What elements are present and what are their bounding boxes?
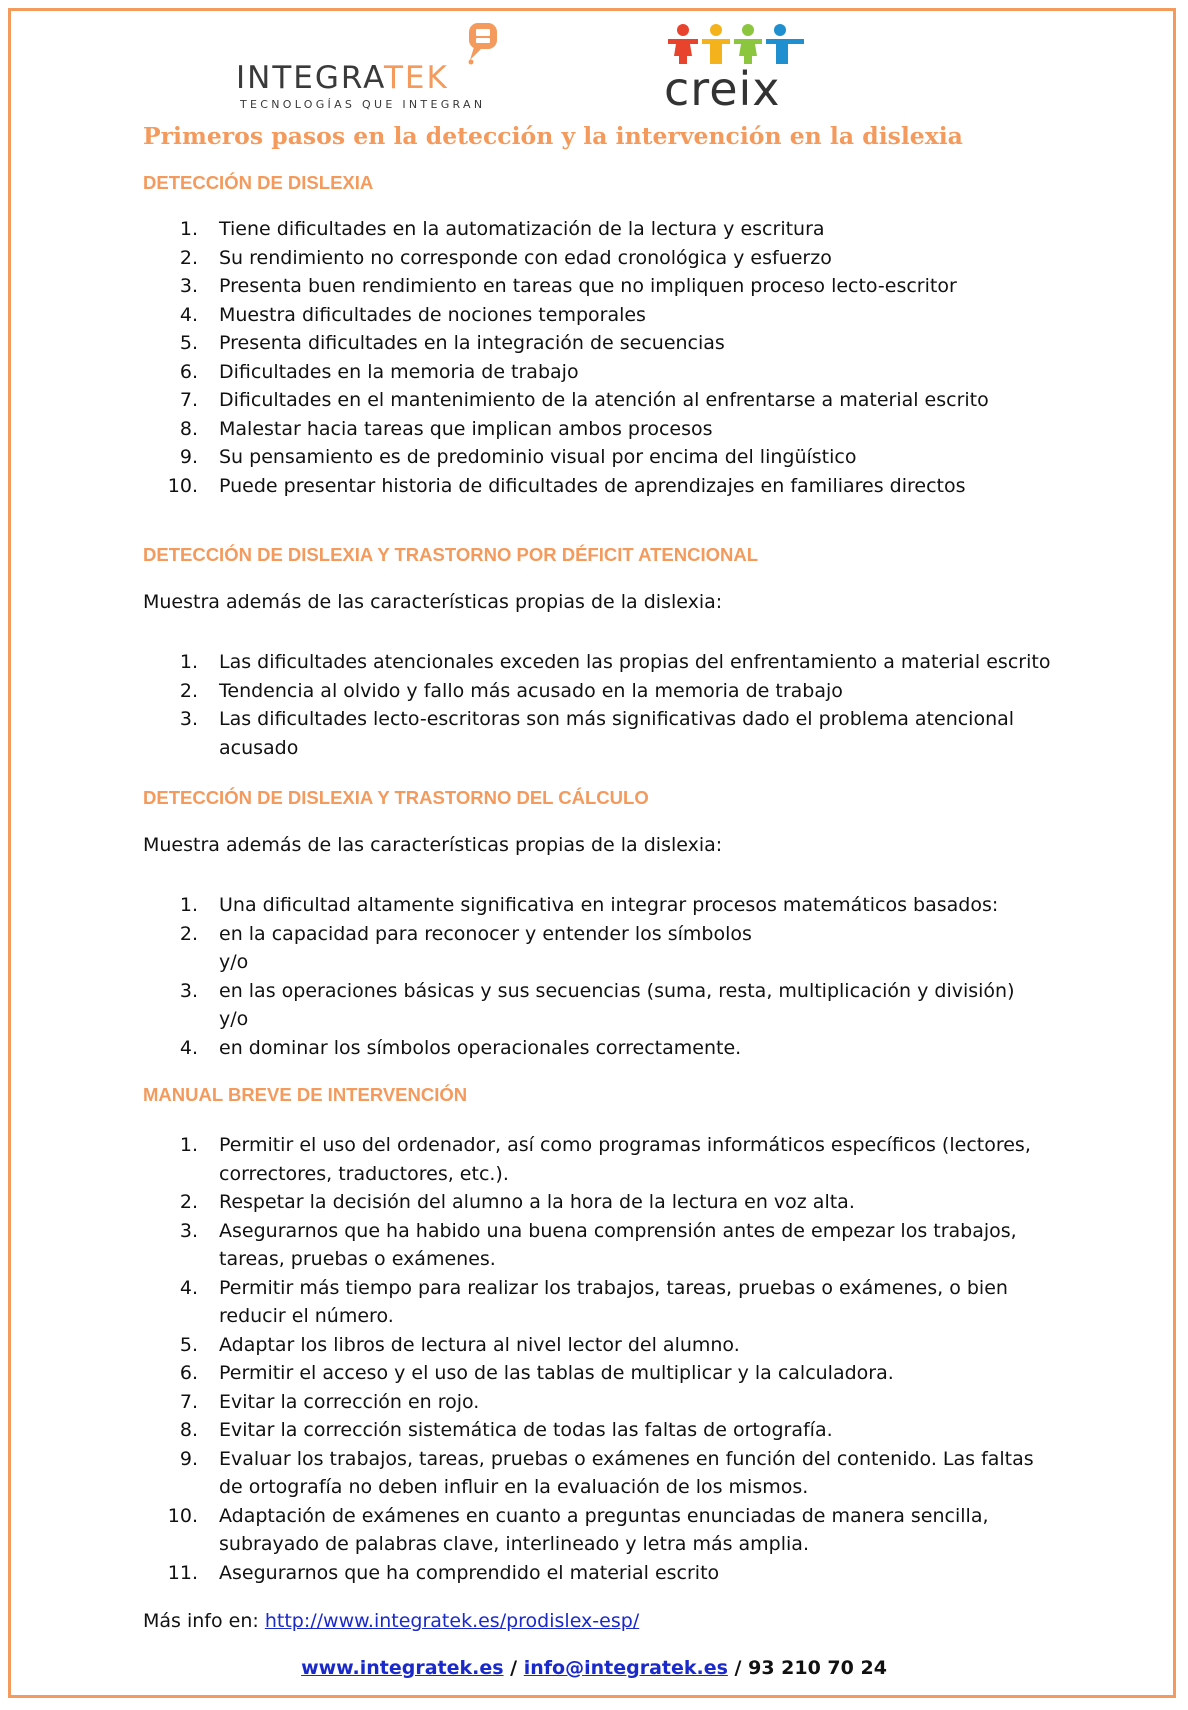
list-item [0,1416,1059,1445]
list-item-number: 6. [179,1362,198,1384]
list-item [0,705,1059,762]
list-item-text: Evitar la corrección sistemática de todas las faltas de ortografía. [219,1419,833,1441]
list-item-number: 1. [179,651,198,673]
list-item [0,1502,1059,1559]
list-item [0,358,1059,387]
section-heading-deficit-atencional: DETECCIÓN DE DISLEXIA Y TRASTORNO POR DÉFICIT ATENCIONAL [143,544,758,565]
list-item-number: 3. [179,708,198,730]
list-item-text: en las operaciones básicas y sus secuencias (suma, resta, multiplicación y división) [219,979,1015,1002]
list-item-text: subrayado de palabras clave, interlineado y letra más amplia. [219,1533,809,1555]
list-item [0,891,1059,920]
more-info-line [143,1610,639,1632]
list-item-text: Permitir más tiempo para realizar los trabajos, tareas, pruebas o exámenes, o bien [219,1276,1008,1299]
list-item-text: Presenta buen rendimiento en tareas que no impliquen proceso lecto-escritor [219,275,957,297]
list-item-text: Respetar la decisión del alumno a la hora de la lectura en voz alta. [219,1191,855,1213]
section-heading-manual-intervencion: MANUAL BREVE DE INTERVENCIÓN [143,1084,468,1105]
list-item-text: en dominar los símbolos operacionales correctamente. [219,1036,742,1059]
list-item [0,1445,1059,1502]
more-info-label: Más info en: [143,1610,265,1632]
list-item-number: 1. [179,894,198,916]
list-item-text: Permitir el uso del ordenador, así como programas informáticos específicos (lectores, [219,1134,1031,1156]
list-item-number: 3. [179,275,198,297]
website-link[interactable]: www.integratek.es [301,1657,504,1679]
list-item [0,1131,1059,1188]
list-item-number: 5. [179,332,198,354]
section-heading-trastorno-calculo: DETECCIÓN DE DISLEXIA Y TRASTORNO DEL CÁLCULO [143,787,649,808]
list-item-text: Malestar hacia tareas que implican ambos procesos [219,417,713,440]
prodislex-link[interactable]: http://www.integratek.es/prodislex-esp/ [264,1610,640,1632]
calculation-disorder-list [0,891,1059,1062]
list-item-number: 8. [179,417,198,440]
list-item [0,1034,1059,1063]
list-item-number: 7. [179,389,198,411]
list-item [0,386,1059,415]
list-item [0,244,1059,273]
list-item-text: Su rendimiento no corresponde con edad cronológica y esfuerzo [219,246,832,269]
list-item-text: Las dificultades atencionales exceden las propias del enfrentamiento a material escrito [219,651,1051,673]
list-item-text: Permitir el acceso y el uso de las tablas de multiplicar y la calculadora. [219,1362,894,1384]
footer-separator: / [727,1657,749,1679]
list-item-text: Su pensamiento es de predominio visual por encima del lingüístico [219,446,857,468]
list-item [0,677,1059,706]
list-item-text: Las dificultades lecto-escritoras son más significativas dado el problema atencional [219,708,1015,730]
list-item-number: 7. [179,1390,198,1413]
list-item-number: 10. [167,1504,198,1527]
list-item [0,648,1059,677]
document-title: Primeros pasos en la detección y la intervención en la dislexia [143,122,963,150]
list-item-text: correctores, traductores, etc.). [219,1162,509,1185]
list-item [0,977,1059,1034]
list-item-number: 3. [179,979,198,1002]
list-item-text: tareas, pruebas o exámenes. [219,1248,496,1270]
attention-deficit-list [0,648,1059,762]
list-item [0,1559,1059,1588]
list-item-number: 2. [179,922,198,945]
list-item-number: 11. [167,1561,198,1584]
list-item-number: 8. [179,1419,198,1441]
list-item-number: 4. [179,1276,198,1299]
list-item-number: 9. [179,446,198,468]
integratek-wordmark [236,60,449,96]
list-item-number: 6. [179,360,198,383]
list-item-text: Evitar la corrección en rojo. [219,1390,480,1413]
intervention-manual-list [0,1131,1059,1587]
integratek-logo [236,18,516,114]
footer-separator: / [503,1657,524,1679]
list-item [0,1274,1059,1331]
list-item-text: Adaptar los libros de lectura al nivel lector del alumno. [219,1333,740,1356]
list-item-number: 5. [179,1333,198,1356]
list-item-text: acusado [219,736,299,759]
section-heading-deteccion-dislexia: DETECCIÓN DE DISLEXIA [143,172,374,193]
list-item-text: reducir el número. [219,1305,394,1327]
list-item-text: en la capacidad para reconocer y entender los símbolos [219,922,752,945]
list-item-text: Una dificultad altamente significativa en integrar procesos matemáticos basados: [219,894,999,916]
integratek-tagline: TECNOLOGÍAS QUE INTEGRAN [240,98,486,111]
list-item-text: y/o [219,951,249,973]
list-item-text: Asegurarnos que ha comprendido el material escrito [219,1561,720,1584]
list-item-number: 2. [179,679,198,702]
section-intro-deficit-atencional: Muestra además de las características propias de la dislexia: [143,591,723,613]
list-item-number: 10. [167,474,198,497]
list-item [0,472,1059,501]
detection-dyslexia-list [0,215,1059,500]
list-item-text: Adaptación de exámenes en cuanto a preguntas enunciadas de manera sencilla, [219,1504,989,1527]
list-item-number: 2. [179,1191,198,1213]
integratek-word-accent: TEK [383,60,449,96]
integratek-word-main: INTEGRA [236,60,384,96]
list-item-text: Asegurarnos que ha habido una buena comprensión antes de empezar los trabajos, [219,1219,1017,1242]
list-item [0,301,1059,330]
list-item-number: 4. [179,1036,198,1059]
list-item-text: Evaluar los trabajos, tareas, pruebas o exámenes en función del contenido. Las faltas [219,1447,1034,1470]
list-item-number: 1. [179,218,198,240]
list-item-text: Tiene dificultades en la automatización de la lectura y escritura [219,218,825,240]
email-link[interactable]: info@integratek.es [523,1657,728,1679]
list-item [0,329,1059,358]
list-item [0,443,1059,472]
phone-number: 93 210 70 24 [748,1657,887,1679]
list-item-text: Dificultades en la memoria de trabajo [219,360,579,383]
list-item-text: de ortografía no deben influir en la evaluación de los mismos. [219,1476,809,1498]
list-item-number: 1. [179,1134,198,1156]
speech-bubble-icon [466,20,500,66]
list-item [0,1217,1059,1274]
list-item [0,215,1059,244]
creix-logo [660,22,810,116]
list-item-text: Tendencia al olvido y fallo más acusado en la memoria de trabajo [219,679,843,702]
contact-footer [0,1657,1188,1679]
list-item [0,920,1059,977]
list-item-number: 3. [179,1219,198,1242]
list-item-text: Puede presentar historia de dificultades de aprendizajes en familiares directos [219,474,966,497]
section-intro-trastorno-calculo: Muestra además de las características propias de la dislexia: [143,834,723,856]
list-item-text: y/o [219,1008,249,1030]
list-item [0,1331,1059,1360]
list-item [0,272,1059,301]
list-item [0,415,1059,444]
list-item-text: Dificultades en el mantenimiento de la atención al enfrentarse a material escrito [219,389,989,411]
list-item-number: 2. [179,246,198,269]
list-item [0,1388,1059,1417]
list-item [0,1188,1059,1217]
list-item-number: 9. [179,1447,198,1470]
list-item-text: Muestra dificultades de nociones temporales [219,303,646,326]
list-item-number: 4. [179,303,198,326]
children-figures-icon [660,22,810,66]
list-item-text: Presenta dificultades en la integración de secuencias [219,332,725,354]
list-item [0,1359,1059,1388]
creix-wordmark: creix [664,62,781,116]
